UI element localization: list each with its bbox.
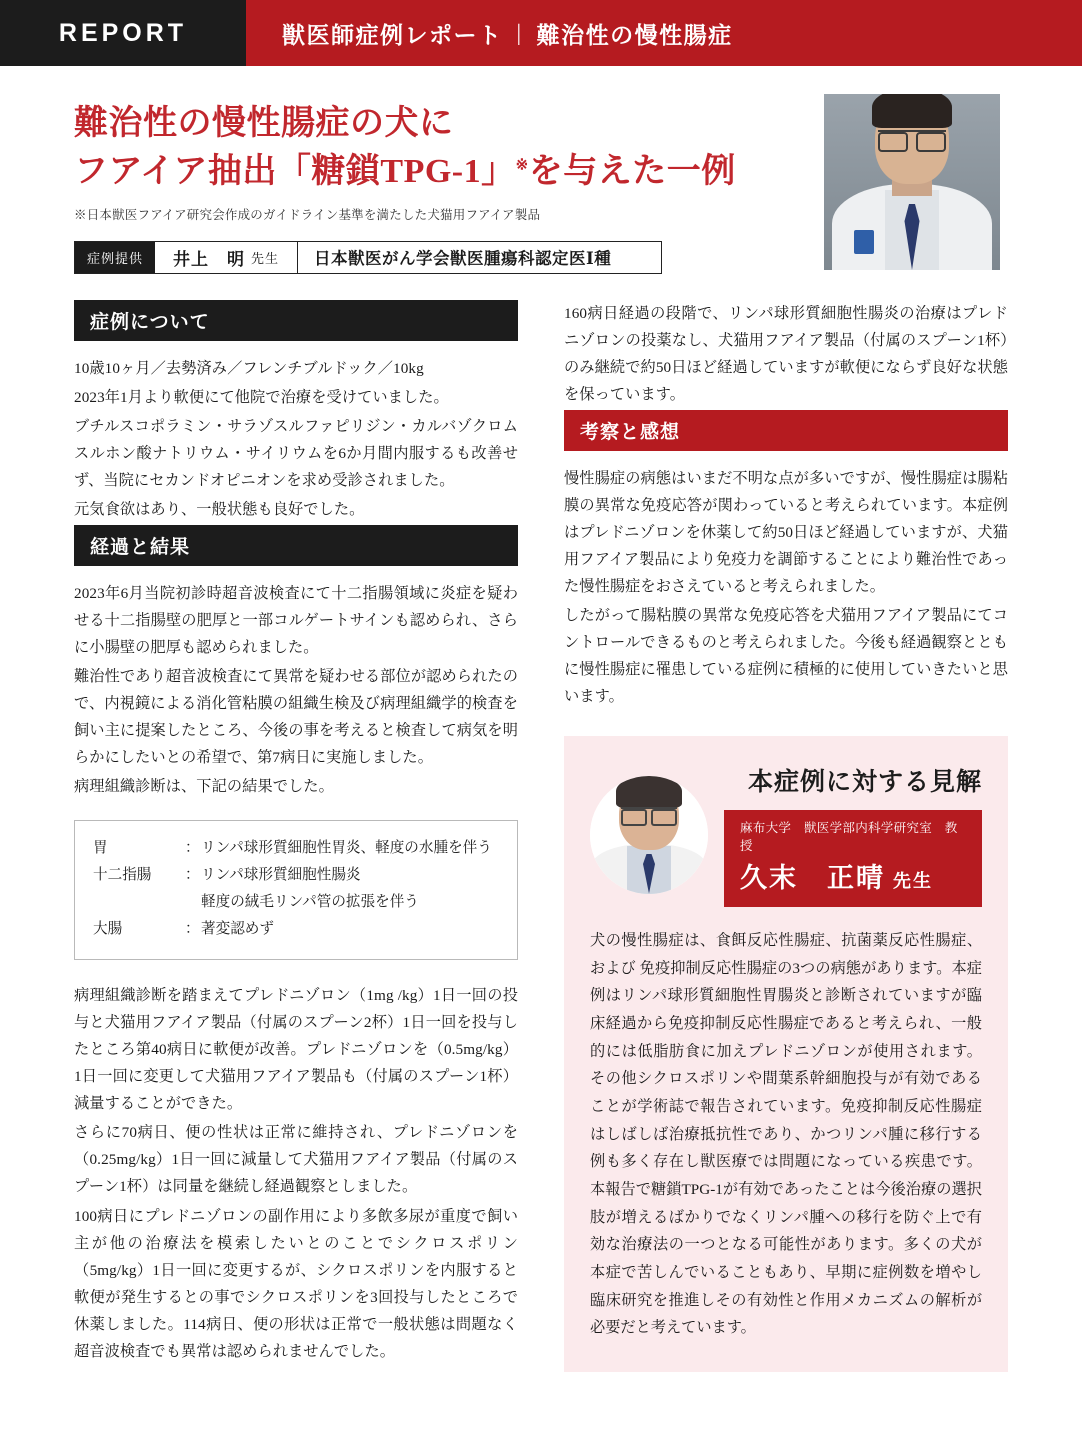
section-heading-case: 症例について — [74, 300, 518, 341]
findings-site: 大腸 — [93, 921, 123, 938]
section-heading-discussion: 考察と感想 — [564, 410, 1008, 451]
doctor-portrait-photo — [824, 94, 1000, 270]
progress-paragraph: 難治性であり超音波検査にて異常を疑わせる部位が認められたので、内視鏡による消化管粘膜の組織生検及び病理組織学的検査を飼い主に提案したところ、今後の事を考えると検査して病気を明らかにしたいとの希望で、第7病日に実施しました。 — [74, 667, 518, 767]
title-footnote: ※日本獣医フアイア研究会作成のガイドライン基準を満たした犬猫用フアイア製品 — [74, 207, 541, 222]
expert-opinion-body: 犬の慢性腸症は、食餌反応性腸症、抗菌薬反応性腸症、および 免疫抑制反応性腸症の3つの病態があります。本症例はリンパ球形質細胞性胃腸炎と診断されていますが臨床経過から免疫抑制反応性腸症であると考えられ、一般的には低脂肪食に加えプレドニゾロンが使用されます。その他シクロスポリンや間葉系幹細胞投与が有効であることが学術誌で報告されています。免疫抑制反応性腸症はしばしば治療抵抗性であり、かつリンパ腫に移行する例も多く存在し獣医療では問題になっている疾患です。本報告で糖鎖TPG-1が有効であったことは今後治療の選択肢が増えるばかりでなくリンパ腫への移行を防ぐ上で有効な治療法の一つとなる可能性があります。多くの犬が本症で苦しんでいることもあり、早期に症例数を増やし臨床研究を推進しその有効性と作用メカニズムの解析が必要だと考えています。 — [590, 932, 982, 1337]
discussion-paragraph: 慢性腸症の病態はいまだ不明な点が多いですが、慢性腸症は腸粘膜の異常な免疫応答が関わっていると考えられています。本症例はプレドニゾロンを休薬して約50日ほど経過していますが、犬猫用フアイア製品により免疫力を調節することにより難治性であった慢性腸症をおさえていると考えられました。 — [564, 469, 1008, 595]
case-paragraph: ブチルスコポラミン・サラゾスルファピリジン・カルバゾクロムスルホン酸ナトリウム・サイリウムを6か月間内服するも改善せず、当院にセカンドオピニオンを求め受診されました。 — [74, 417, 518, 489]
pathology-findings-box — [74, 820, 518, 960]
avatar — [590, 776, 708, 894]
page-header — [0, 0, 1082, 66]
expert-opinion-header — [590, 762, 982, 907]
findings-row — [93, 835, 499, 862]
case-credit — [74, 241, 662, 274]
case-paragraph: 10歳10ヶ月／去勢済み／フレンチブルドック／10kg — [74, 359, 424, 377]
credit-qualification: 日本獣医がん学会獣医腫瘍科認定医Ⅰ種 — [314, 249, 612, 269]
findings-site: 十二指腸 — [93, 867, 152, 884]
glasses-icon — [621, 807, 677, 822]
expert-name-box — [724, 810, 982, 907]
expert-opinion-card — [564, 736, 1008, 1372]
discussion-paragraph: したがって腸粘膜の異常な免疫応答を犬猫用フアイア製品にてコントロールできるものと考えられました。今後も経過観察とともに慢性腸症に罹患している症例に積極的に使用していきたいと思います。 — [564, 606, 1008, 706]
expert-opinion-title: 本症例に対する見解 — [747, 769, 982, 797]
expert-opinion-titleblock — [724, 762, 982, 907]
page-title-superscript: ※ — [515, 157, 529, 174]
page-title-line1: 難治性の慢性腸症の犬に — [74, 105, 454, 142]
expert-name-text: 久末 正晴 — [740, 863, 885, 894]
page-title — [74, 100, 774, 197]
glasses-icon — [878, 130, 946, 148]
header-separator: | — [516, 20, 523, 45]
findings-colon: ： — [185, 840, 200, 857]
page-title-line2-a: フアイア抽出「糖鎖TPG-1」 — [74, 153, 516, 191]
section-heading-progress: 経過と結果 — [74, 525, 518, 566]
treatment-paragraph: さらに70病日、便の性状は正常に維持され、プレドニゾロンを（0.25mg/kg）1日一回に減量して犬猫用フアイア製品（付属のスプーン1杯）は同量を継続し経過観察としました。 — [74, 1124, 518, 1196]
findings-colon: ： — [185, 867, 200, 884]
title-area — [0, 66, 1082, 274]
page-title-line2 — [74, 148, 774, 196]
findings-site: 胃 — [93, 840, 108, 857]
body-columns — [0, 274, 1082, 1372]
findings-colon: ： — [185, 921, 200, 938]
findings-row — [93, 862, 499, 889]
followup-paragraph: 160病日経過の段階で、リンパ球形質細胞性腸炎の治療はプレドニゾロンの投薬なし、犬猫用フアイア製品（付属のスプーン1杯）のみ継続で約50日ほど経過していますが軟便にならず良好な状態を保っています。 — [564, 304, 1008, 403]
right-column — [564, 300, 1008, 1372]
badge-icon — [854, 230, 874, 254]
credit-name-text: 井上 明 — [173, 249, 246, 269]
case-paragraph: 2023年1月より軟便にて他院で治療を受けていました。 — [74, 388, 449, 406]
credit-label: 症例提供 — [75, 242, 155, 273]
treatment-paragraph: 100病日にプレドニゾロンの副作用により多飲多尿が重度で飼い主が他の治療法を模索したいとのことでシクロスポリン（5mg/kg）1日一回に変更するが、シクロスポリンを内服すると軟便が発生するとの事でシクロスポリンを3回投与したところで休薬しました。114病日、便の形状は正常で一般状態は問題なく超音波検査でも異常は認められませんでした。 — [74, 1207, 518, 1360]
credit-honorific: 先生 — [251, 250, 280, 266]
header-title-left: 獣医師症例レポート — [282, 22, 503, 48]
expert-affiliation: 麻布大学 獣医学部内科学研究室 教授 — [740, 821, 958, 854]
expert-honorific: 先生 — [893, 871, 933, 892]
findings-result: 著変認めず — [201, 921, 274, 938]
header-title — [246, 0, 1082, 66]
findings-result: リンパ球形質細胞性腸炎 — [201, 867, 361, 884]
findings-subnote: 軽度の絨毛リンパ管の拡張を伴う — [201, 894, 419, 911]
progress-paragraph: 病理組織診断は、下記の結果でした。 — [74, 778, 334, 796]
findings-row — [93, 916, 499, 943]
report-tag: REPORT — [0, 0, 246, 66]
credit-name — [155, 242, 298, 273]
header-title-right: 難治性の慢性腸症 — [536, 22, 733, 48]
left-column — [74, 300, 518, 1372]
expert-name — [740, 856, 966, 895]
case-paragraph: 元気食欲はあり、一般状態も良好でした。 — [74, 500, 365, 518]
page-title-line2-b: を与えた一例 — [528, 153, 736, 191]
findings-result: リンパ球形質細胞性胃炎、軽度の水腫を伴う — [201, 840, 492, 857]
progress-paragraph: 2023年6月当院初診時超音波検査にて十二指腸領域に炎症を疑わせる十二指腸壁の肥厚と一部コルゲートサインも認められ、さらに小腸壁の肥厚も認められました。 — [74, 584, 518, 656]
treatment-paragraph: 病理組織診断を踏まえてプレドニゾロン（1mg /kg）1日一回の投与と犬猫用フアイア製品（付属のスプーン2杯）1日一回を投与したところ第40病日に軟便が改善。プレドニゾロンを（0.5mg/kg）1日一回に変更して犬猫用フアイア製品も（付属のスプーン1杯）減量することができた。 — [74, 987, 518, 1113]
